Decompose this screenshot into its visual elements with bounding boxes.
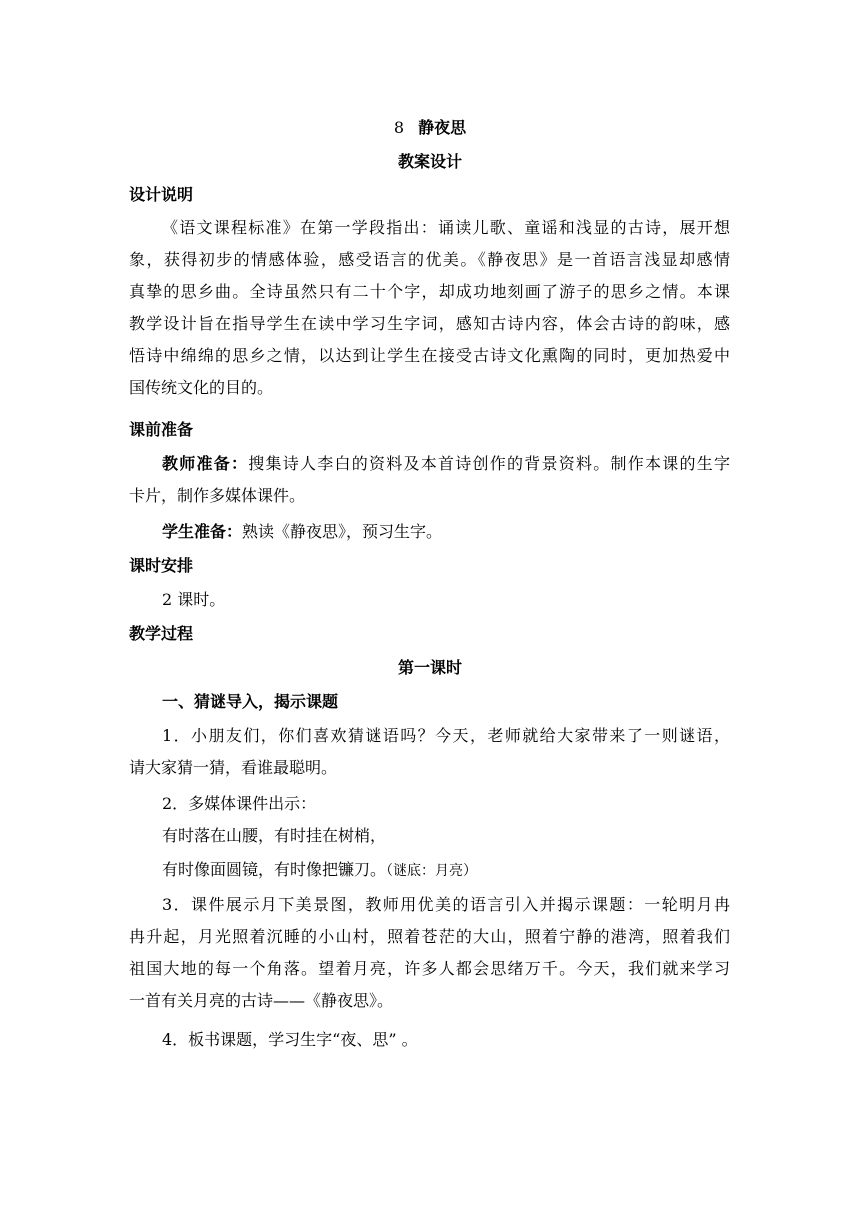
paragraph-line: 4．板书课题，学习生字“夜、思” 。 xyxy=(162,1030,418,1049)
paragraph-line: 象，获得初步的情感体验，感受语言的优美。《静夜思》是一首语言浅显却感情 xyxy=(129,250,730,269)
teacher-preparation-text: 搜集诗人李白的资料及本首诗创作的背景资料。制作本课的生字 xyxy=(248,454,730,473)
riddle-line xyxy=(162,860,477,881)
paragraph-line: 3．课件展示月下美景图，教师用优美的语言引入并揭示课题：一轮明月冉 xyxy=(162,895,730,914)
section-heading-schedule: 课时安排 xyxy=(129,556,194,575)
paragraph-line: 国传统文化的目的。 xyxy=(129,378,274,397)
student-preparation-line xyxy=(162,522,442,542)
paragraph-line: 祖国大地的每一个角落。望着月亮，许多人都会思绪万千。今天，我们就来学习 xyxy=(129,959,730,978)
section-heading-preparation: 课前准备 xyxy=(129,420,194,439)
paragraph-line: 请大家猜一猜，看谁最聪明。 xyxy=(129,758,338,777)
paragraph-line: 冉升起，月光照着沉睡的小山村，照着苍茫的大山，照着宁静的港湾，照着我们 xyxy=(129,927,730,946)
schedule-text: 2 课时。 xyxy=(162,590,226,609)
section-heading-process: 教学过程 xyxy=(129,624,194,643)
teacher-preparation-label: 教师准备： xyxy=(162,454,249,473)
student-preparation-text: 熟读《静夜思》，预习生字。 xyxy=(242,522,443,541)
riddle-answer: （谜底：月亮） xyxy=(386,863,478,879)
student-preparation-label: 学生准备： xyxy=(162,522,243,541)
lesson-number: 8 xyxy=(393,118,405,137)
document-subtitle: 教案设计 xyxy=(397,152,462,171)
section-heading-design-note: 设计说明 xyxy=(129,185,194,204)
teacher-preparation-line2: 卡片，制作多媒体课件。 xyxy=(129,486,306,505)
lesson-period-title: 第一课时 xyxy=(397,658,462,677)
paragraph-line: 一首有关月亮的古诗——《静夜思》。 xyxy=(129,991,394,1010)
paragraph-line: 2．多媒体课件出示： xyxy=(162,794,317,813)
riddle-line: 有时落在山腰，有时挂在树梢， xyxy=(162,826,387,845)
paragraph-line: 1．小朋友们，你们喜欢猜谜语吗？今天，老师就给大家带来了一则谜语， xyxy=(162,726,730,745)
paragraph-line: 悟诗中绵绵的思乡之情，以达到让学生在接受古诗文化熏陶的同时，更加热爱中 xyxy=(129,346,730,365)
paragraph-line: 真挚的思乡曲。全诗虽然只有二十个字，却成功地刻画了游子的思乡之情。本课 xyxy=(129,282,730,301)
paragraph-line: 教学设计旨在指导学生在读中学习生字词，感知古诗内容，体会古诗的韵味，感 xyxy=(129,314,730,333)
riddle-text: 有时像面圆镜，有时像把镰刀。 xyxy=(162,860,387,879)
paragraph-line: 《语文课程标准》在第一学段指出：诵读儿歌、童谣和浅显的古诗，展开想 xyxy=(162,218,730,237)
teacher-preparation-line xyxy=(162,454,730,474)
part-title: 一、猜谜导入，揭示课题 xyxy=(162,692,339,711)
lesson-title xyxy=(0,118,860,138)
lesson-name: 静夜思 xyxy=(418,118,467,137)
